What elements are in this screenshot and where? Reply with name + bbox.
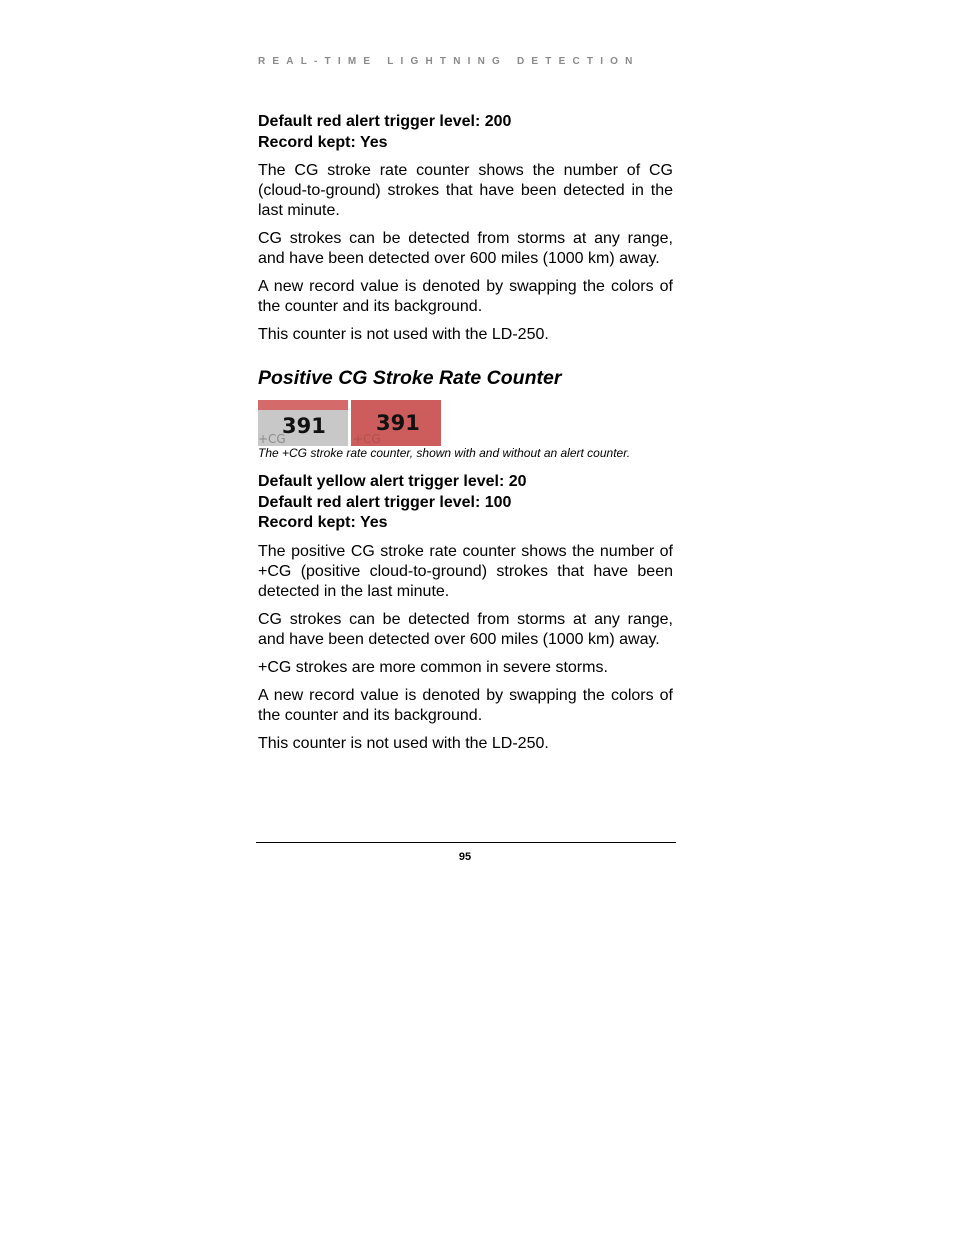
alert-bar <box>258 400 348 410</box>
spec-record-kept: Record kept: Yes <box>258 133 388 151</box>
figure-caption: The +CG stroke rate counter, shown with and without an alert counter. <box>258 446 631 461</box>
counter-figure <box>258 400 673 446</box>
page-body <box>258 112 673 754</box>
paragraph: The CG stroke rate counter shows the number of CG (cloud-to-ground) strokes that have been detected in the last minute. <box>258 162 673 220</box>
spec-list <box>258 112 673 153</box>
paragraph: This counter is not used with the LD-250. <box>258 326 549 344</box>
paragraph: A new record value is denoted by swapping the colors of the counter and its background. <box>258 278 673 316</box>
spec-record-kept: Record kept: Yes <box>258 514 388 532</box>
paragraph: +CG strokes are more common in severe storms. <box>258 658 608 676</box>
counter-value: 391 <box>376 411 420 436</box>
counter-label: +CG <box>353 432 381 447</box>
section-heading: Positive CG Stroke Rate Counter <box>258 367 562 390</box>
spec-yellow-alert-level: Default yellow alert trigger level: 20 <box>258 473 527 491</box>
page-number: 95 <box>458 851 472 863</box>
running-header: REAL-TIME LIGHTNING DETECTION <box>258 56 640 67</box>
counter-label: +CG <box>258 432 286 447</box>
spec-red-alert-level: Default red alert trigger level: 100 <box>258 493 512 511</box>
paragraph: CG strokes can be detected from storms at any range, and have been detected over 600 miles (1000 km) away. <box>258 230 673 268</box>
spec-list <box>258 472 673 534</box>
footer-divider <box>256 842 676 843</box>
counter-value: 391 <box>282 414 326 439</box>
cg-counter-alert-state <box>351 400 441 446</box>
paragraph: This counter is not used with the LD-250. <box>258 734 549 752</box>
paragraph: The positive CG stroke rate counter shows the number of +CG (positive cloud-to-ground) strokes that have been detected in the last minute. <box>258 542 673 600</box>
cg-counter-with-alert <box>258 400 348 446</box>
paragraph: CG strokes can be detected from storms at any range, and have been detected over 600 miles (1000 km) away. <box>258 610 673 648</box>
spec-red-alert-level: Default red alert trigger level: 200 <box>258 113 512 130</box>
paragraph: A new record value is denoted by swapping the colors of the counter and its background. <box>258 686 673 724</box>
